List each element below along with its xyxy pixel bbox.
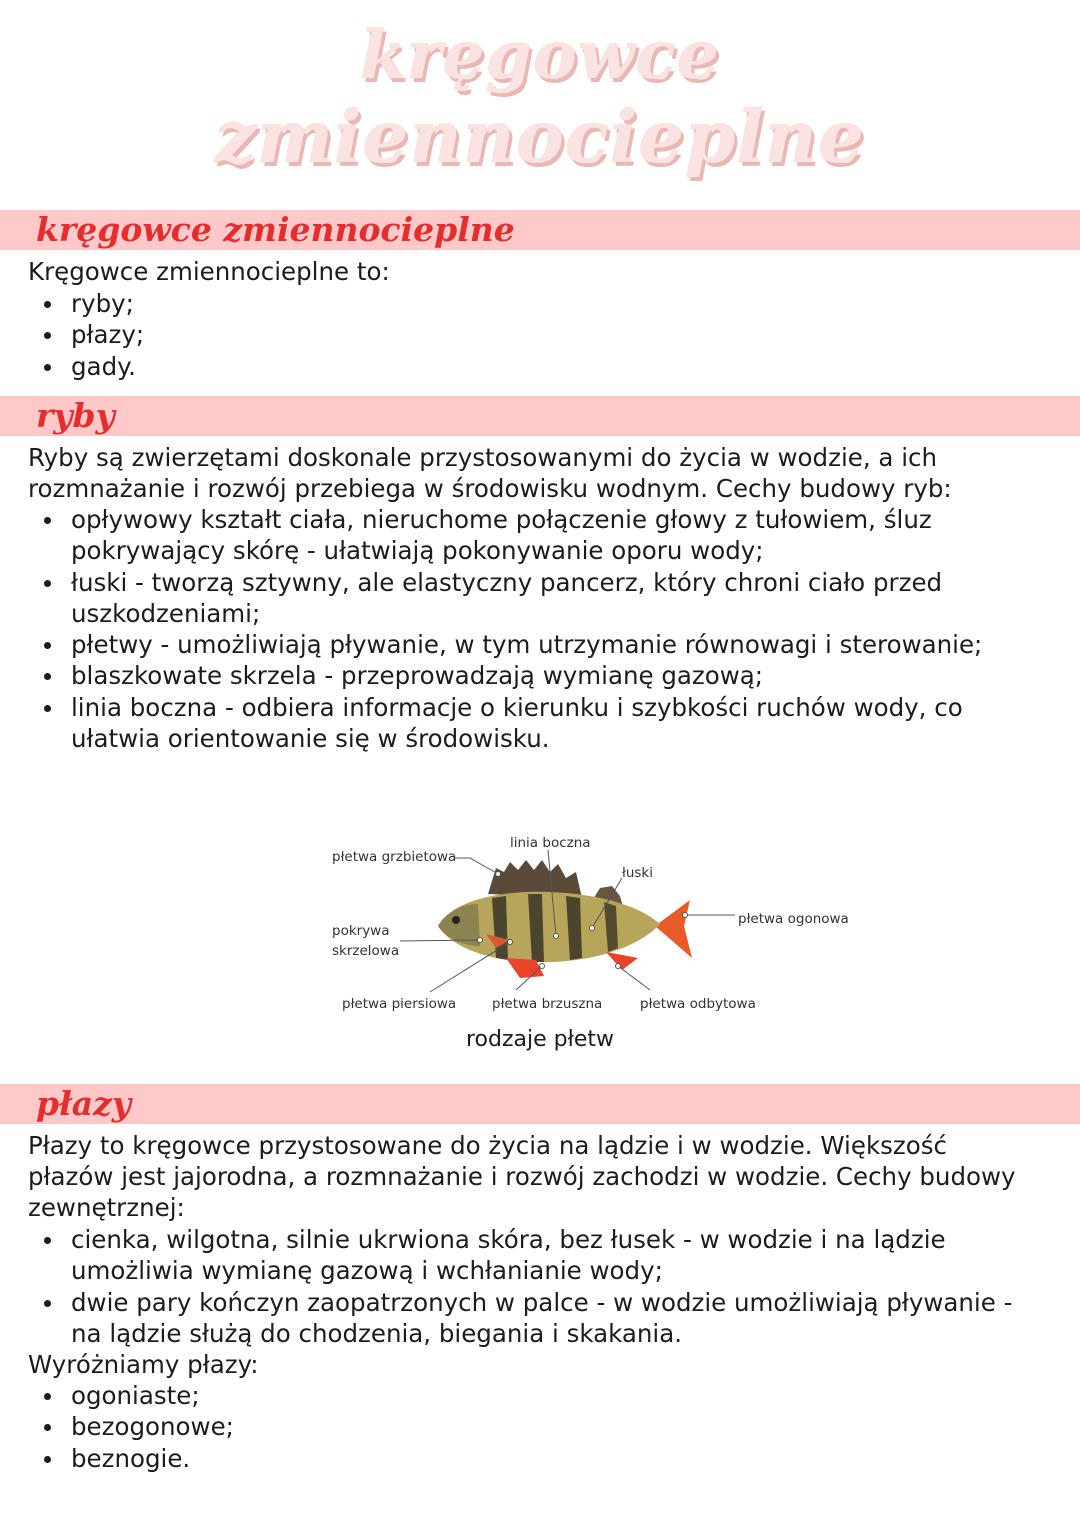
page-title-line-1: kręgowce xyxy=(360,16,720,94)
list-item: bezogonowe; xyxy=(28,1411,1038,1442)
amphibians-features-list xyxy=(28,1224,1038,1349)
section-heading-fish: ryby xyxy=(36,396,115,435)
label-scales: łuski xyxy=(622,865,653,881)
section-heading-intro: kręgowce zmiennocieplne xyxy=(36,210,515,249)
section-heading-amphibians: płazy xyxy=(36,1084,132,1123)
list-item: opływowy kształt ciała, nieruchome połączenie głowy z tułowiem, śluz pokrywający skórę - ułatwiają pokonywanie oporu wody; xyxy=(28,504,1038,567)
label-gill-cover-1: pokrywa xyxy=(332,923,390,939)
list-item: ogoniaste; xyxy=(28,1380,1038,1411)
section-band-amphibians xyxy=(0,1084,1080,1124)
list-item: ryby; xyxy=(28,288,1038,319)
fish-paragraph: Ryby są zwierzętami doskonale przystosowanymi do życia w wodzie, a ich rozmnażanie i rozwój przebiega w środowisku wodnym. Cechy budowy ryb: xyxy=(28,443,952,503)
list-item: płazy; xyxy=(28,319,1038,350)
fish-fins-diagram xyxy=(320,826,880,1016)
label-dorsal-fin: płetwa grzbietowa xyxy=(332,849,457,865)
list-item: blaszkowate skrzela - przeprowadzają wymianę gazową; xyxy=(28,660,1038,691)
label-anal-fin: płetwa odbytowa xyxy=(640,996,756,1012)
intro-lead: Kręgowce zmiennocieplne to: xyxy=(28,257,390,286)
label-pelvic-fin: płetwa brzuszna xyxy=(492,996,603,1012)
section-band-fish xyxy=(0,396,1080,436)
list-item: gady. xyxy=(28,351,1038,382)
list-item: linia boczna - odbiera informacje o kierunku i szybkości ruchów wody, co ułatwia orientowanie się w środowisku. xyxy=(28,692,1038,755)
list-item: łuski - tworzą sztywny, ale elastyczny pancerz, który chroni ciało przed uszkodzeniami; xyxy=(28,567,1038,630)
fish-anal-fin xyxy=(606,952,638,970)
list-item: dwie pary kończyn zaopatrzonych w palce - w wodzie umożliwiają pływanie - na lądzie służą do chodzenia, biegania i skakania. xyxy=(28,1287,1038,1350)
list-item: płetwy - umożliwiają pływanie, w tym utrzymanie równowagi i sterowanie; xyxy=(28,629,1038,660)
amphibians-paragraph: Płazy to kręgowce przystosowane do życia na lądzie i w wodzie. Większość płazów jest jajorodna, a rozmnażanie i rozwój zachodzi w wodzie. Cechy budowy zewnętrznej: xyxy=(28,1131,1016,1222)
page-title-line-2: zmiennocieplne xyxy=(215,94,865,179)
fish-tail-fin xyxy=(655,900,692,958)
list-item: beznogie. xyxy=(28,1443,1038,1474)
label-tail-fin: płetwa ogonowa xyxy=(738,911,849,927)
label-pectoral-fin: płetwa piersiowa xyxy=(342,996,457,1012)
intro-list xyxy=(28,288,1038,382)
list-item: cienka, wilgotna, silnie ukrwiona skóra, bez łusek - w wodzie i na lądzie umożliwia wymianę gazową i wchłanianie wody; xyxy=(28,1224,1038,1287)
figure-caption: rodzaje płetw xyxy=(465,1027,615,1052)
amphibians-types-list xyxy=(28,1380,1038,1474)
fish-features-list xyxy=(28,504,1038,754)
label-lateral-line: linia boczna xyxy=(510,835,591,851)
amphibians-lead: Wyróżniamy płazy: xyxy=(28,1350,259,1379)
label-gill-cover-2: skrzelowa xyxy=(332,943,400,959)
section-band-intro xyxy=(0,210,1080,250)
